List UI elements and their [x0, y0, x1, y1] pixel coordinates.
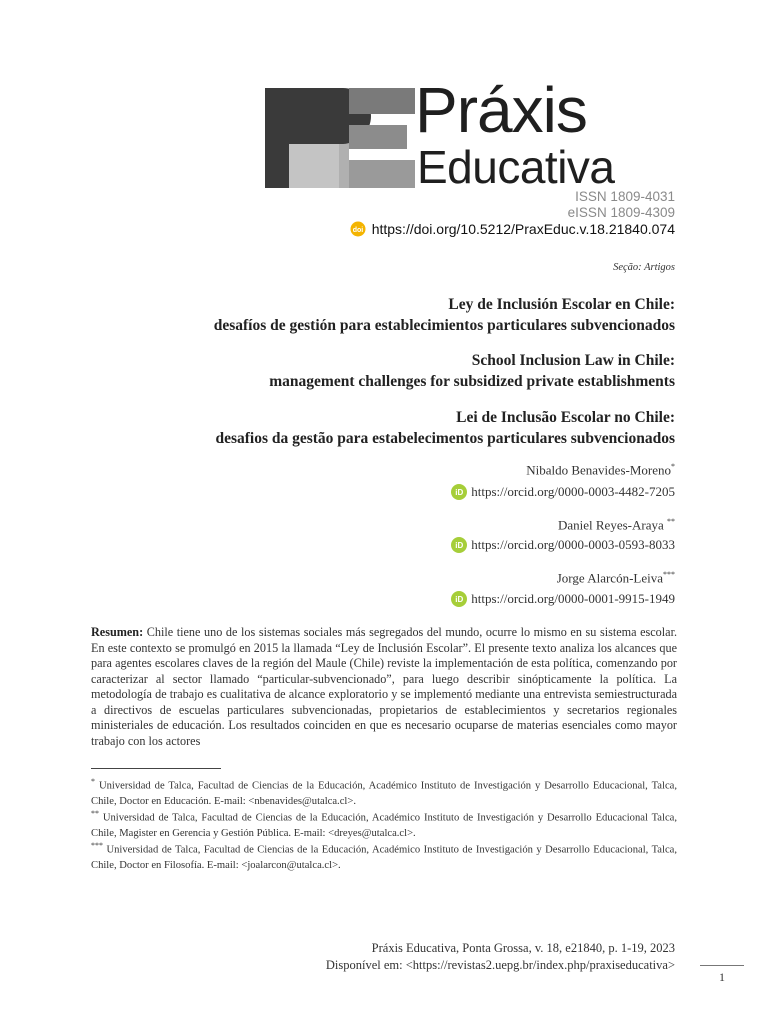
doi-row	[350, 221, 675, 237]
page-number-divider	[700, 965, 744, 966]
author-orcid-row	[451, 591, 675, 607]
title-english	[269, 350, 675, 392]
footnote: * Universidad de Talca, Facultad de Ciencias de la Educación, Académico Instituto de Investigación y Desarrollo Educacional, Talca, Chile, Doctor en Educación. E-mail: <nbenavides@utalca.cl>.	[91, 777, 677, 807]
orcid-icon: iD	[451, 537, 467, 553]
footer-available-url[interactable]: Disponível em: <https://revistas2.uepg.br/index.php/praxiseducativa>	[325, 958, 675, 972]
author-orcid-row	[451, 537, 675, 553]
journal-logo-mark	[265, 88, 415, 188]
doi-link[interactable]: https://doi.org/10.5212/PraxEduc.v.18.21840.074	[371, 221, 675, 237]
section-label: Seção: Artigos	[613, 262, 675, 273]
author-name: Daniel Reyes-Araya **	[557, 517, 675, 533]
orcid-link[interactable]: https://orcid.org/0000-0001-9915-1949	[471, 591, 675, 606]
title-spanish-line1: Ley de Inclusión Escolar en Chile:	[448, 296, 675, 313]
page-number: 1	[719, 970, 725, 984]
title-spanish-line2: desafíos de gestión para establecimientos particulares subvencionados	[213, 317, 675, 334]
abstract-text: Chile tiene uno de los sistemas sociales más segregados del mundo, ocurre lo mismo en su sistema escolar. En este contexto se promulgó en 2015 la llamada “Ley de Inclusión Escolar”. El presente texto analiza los alcances que para agentes escolares claves de la región del Maule (Chile) reviste la implementación de esta política, comenzando por caracterizar al sector llamado “particular-subvencionado”, para luego describir sinópticamente la política. La metodología de trabajo es cualitativa de alcance exploratorio y se implementó mediante una entrevista semiestructurada a directivos de escuelas particulares subvencionadas, propietarios de establecimientos y secretarios regionales ministeriales de educación. Los resultados coinciden en que es necesario ocuparse de materias esenciales como mayor trabajo con los actores	[91, 625, 677, 748]
footnote: *** Universidad de Talca, Facultad de Ciencias de la Educación, Académico Instituto de Investigación y Desarrollo Educacional, Talca, Chile, Doctor en Filosofía. E-mail: <joalarcon@utalca.cl>.	[91, 841, 677, 871]
journal-logo-title: Práxis	[415, 74, 587, 146]
author-orcid-row	[451, 484, 675, 500]
author-name: Nibaldo Benavides-Moreno*	[526, 462, 675, 478]
title-english-line2: management challenges for subsidized private establishments	[269, 373, 675, 390]
eissn-text: eISSN 1809-4309	[567, 205, 675, 220]
doi-icon	[350, 221, 368, 237]
svg-text:doi: doi	[352, 227, 363, 234]
title-spanish	[214, 294, 675, 336]
issn-text: ISSN 1809-4031	[575, 189, 675, 204]
title-portuguese-line1: Lei de Inclusão Escolar no Chile:	[456, 409, 675, 426]
orcid-icon: iD	[451, 484, 467, 500]
footer-citation: Práxis Educativa, Ponta Grossa, v. 18, e21840, p. 1-19, 2023	[371, 941, 675, 955]
title-english-line1: School Inclusion Law in Chile:	[471, 352, 675, 369]
abstract-label: Resumen:	[91, 625, 144, 639]
title-portuguese	[215, 407, 675, 449]
author-name: Jorge Alarcón-Leiva***	[556, 570, 675, 586]
orcid-link[interactable]: https://orcid.org/0000-0003-0593-8033	[471, 537, 675, 552]
title-portuguese-line2: desafios da gestão para estabelecimentos particulares subvencionados	[215, 430, 675, 447]
orcid-link[interactable]: https://orcid.org/0000-0003-4482-7205	[471, 484, 675, 499]
footnote-divider	[91, 768, 221, 769]
abstract	[91, 625, 677, 749]
footnote: ** Universidad de Talca, Facultad de Ciencias de la Educación, Académico Instituto de Investigación y Desarrollo Educacional Talca, Chile, Magister en Gerencia y Gestión Pública. E-mail: <dreyes@utalca.cl>.	[91, 809, 678, 839]
journal-logo-subtitle: Educativa	[417, 141, 615, 193]
orcid-icon: iD	[451, 591, 467, 607]
